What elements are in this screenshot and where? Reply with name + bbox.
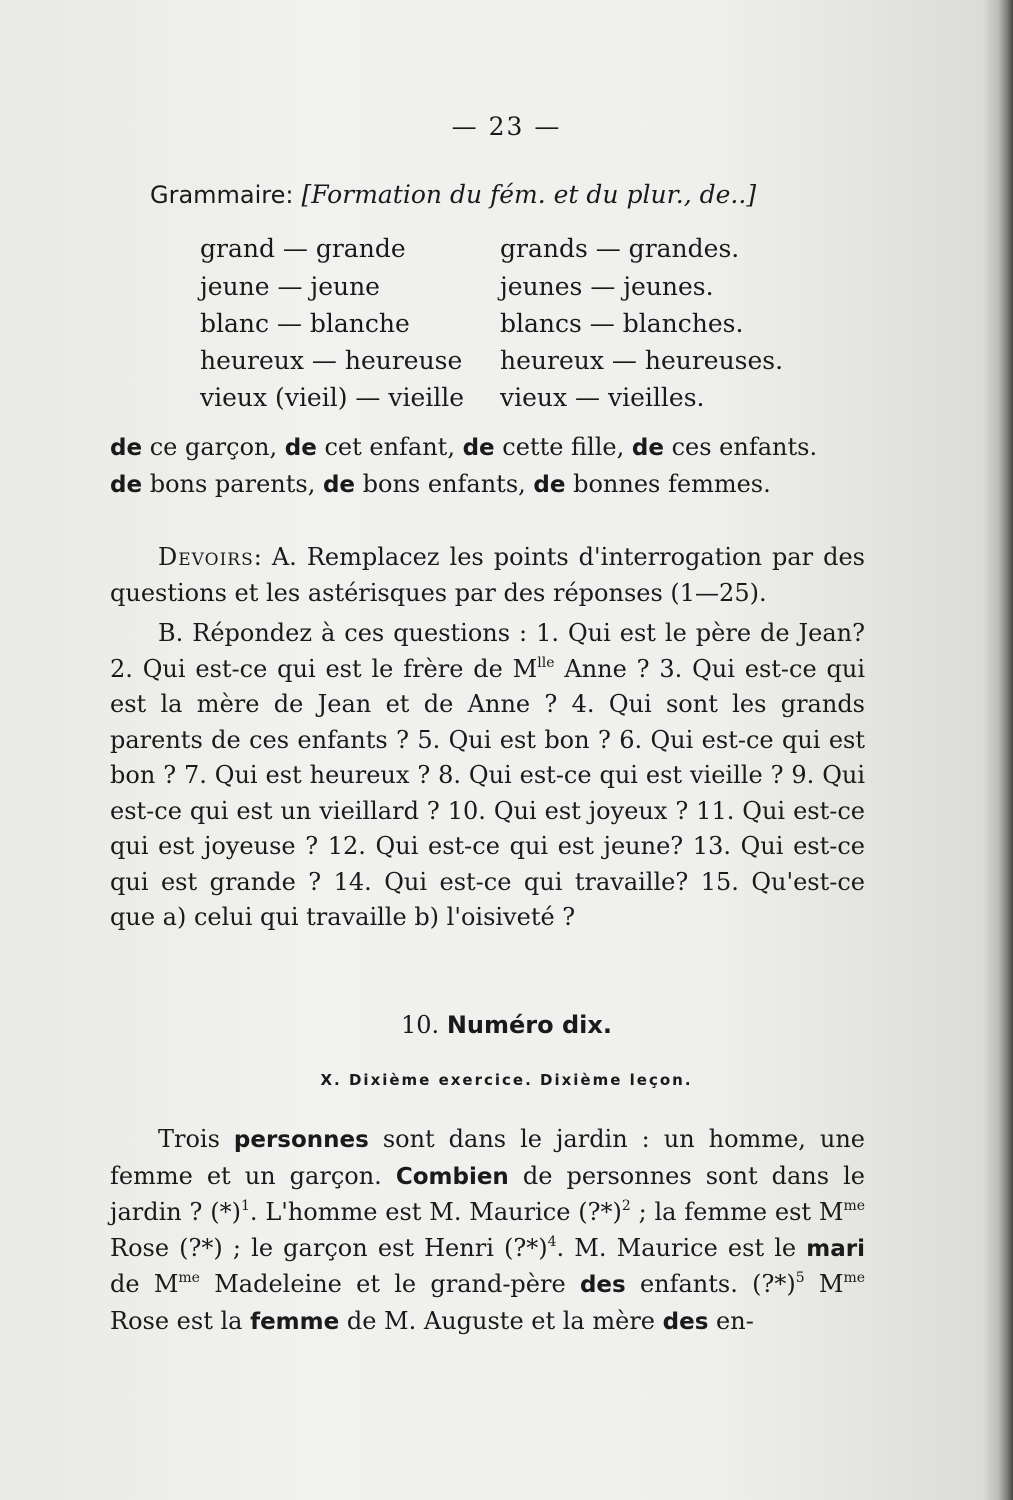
lesson-text: ; la femme est M: [630, 1198, 844, 1226]
lesson-sup: 2: [621, 1198, 631, 1214]
lesson-sup: me: [843, 1198, 865, 1214]
de-phrases: [110, 430, 865, 503]
grammar-plural-3: blancs — blanches.: [500, 309, 744, 338]
lesson-text: Trois: [158, 1125, 234, 1153]
de-phrase-text: ce garçon,: [142, 433, 285, 461]
section-label: Numéro dix.: [446, 1011, 612, 1039]
de-word: de: [322, 471, 356, 498]
lesson-text: Rose est la: [110, 1306, 251, 1335]
lesson-sup: 4: [547, 1233, 557, 1250]
lesson-bold: des: [579, 1272, 626, 1298]
grammar-plural-2: jeunes — jeunes.: [500, 272, 714, 301]
de-word: de: [110, 435, 143, 461]
de-word: de: [462, 435, 495, 461]
lesson-bold: femme: [250, 1308, 340, 1335]
lesson-bold: Combien: [395, 1163, 509, 1190]
lesson-text: sont dans le jardin : un homme, une femme et un garçon.: [110, 1125, 865, 1190]
lesson-bold: mari: [806, 1235, 865, 1262]
grammar-plural-5: vieux — vieilles.: [500, 383, 705, 412]
grammar-plural-4: heureux — heureuses.: [500, 346, 784, 375]
grammar-singular-4: heureux — heureuse: [200, 346, 463, 375]
grammar-plural-1: grands — grandes.: [500, 234, 740, 263]
section-title: [0, 1011, 1013, 1039]
devoirs-b-text: B. Répondez à ces questions : 1. Qui est le père de Jean? 2. Qui est-ce qui est le frère de M: [110, 619, 865, 683]
grammar-singular-5: vieux (vieil) — vieille: [200, 383, 465, 412]
de-phrase-text: cette fille,: [494, 433, 632, 461]
de-word: de: [284, 435, 317, 461]
devoirs-b-paragraph: [110, 616, 865, 936]
grammar-singular-1: grand — grande: [200, 234, 406, 263]
page-edge-shadow: [999, 0, 1013, 1500]
grammar-singular-3: blanc — blanche: [200, 309, 410, 338]
lesson-paragraph: [110, 1122, 865, 1340]
lesson-sup: 1: [240, 1198, 250, 1214]
lesson-text: Madeleine et le grand-père: [199, 1270, 580, 1298]
de-phrase-text: bons enfants,: [355, 469, 534, 498]
de-word: de: [533, 471, 566, 498]
lesson-text: de M. Auguste et la mère: [339, 1306, 663, 1335]
de-phrase-text: cet enfant,: [316, 433, 463, 461]
lesson-bold: des: [662, 1308, 709, 1335]
devoirs-label: Devoirs: [158, 543, 254, 571]
page-number: — 23 —: [451, 112, 562, 141]
lesson-text: de personnes sont dans le jardin ? (*): [110, 1161, 866, 1226]
lesson-sup: 5: [795, 1270, 805, 1286]
grammar-detail: [Formation du fém. et du plur., de..]: [301, 180, 757, 209]
grammar-label: Grammaire:: [150, 181, 294, 209]
de-word: de: [110, 471, 143, 498]
grammar-heading: [150, 180, 756, 209]
de-word: de: [631, 435, 664, 461]
lesson-text: de M: [110, 1270, 179, 1298]
devoirs-b-rest: Anne ? 3. Qui est-ce qui est la mère de Jean et de Anne ? 4. Qui sont les grands parents de ces enfants ? 5. Qui est bon ? 6. Qui est-ce qui est bon ? 7. Qui est heureux ? 8. Qui est-ce qui est vieille ? 9. Qui est-ce qui est un vieillard ? 10. Qui est joyeux ? 11. Qui est-ce qui est joyeuse ? 12. Qui est-ce qui est jeune? 13. Qui est-ce qui est grande ? 14. Qui est-ce qui travaille? 15. Qu'est-ce que a) celui qui travaille b) l'oisiveté ?: [110, 654, 865, 931]
lesson-text: Rose (?*) ; le garçon est Henri (?*): [110, 1233, 548, 1262]
lesson-text: . L'homme est M. Maurice (?*): [249, 1198, 622, 1226]
lesson-text: enfants. (?*): [625, 1270, 796, 1298]
lesson-sup: me: [843, 1270, 866, 1286]
devoirs-a-paragraph: [110, 540, 865, 611]
lesson-sup: me: [178, 1270, 200, 1286]
devoirs-a-text: : A. Remplacez les points d'interrogation par des questions et les astérisques par des réponses (1—25).: [110, 543, 865, 607]
lesson-bold: personnes: [233, 1127, 369, 1153]
lesson-text: . M. Maurice est le: [556, 1233, 807, 1262]
grammar-singular-2: jeune — jeune: [200, 272, 380, 301]
de-phrase-text: ces enfants.: [663, 433, 818, 461]
devoirs-b-sup: lle: [537, 654, 555, 671]
section-number: 10.: [401, 1011, 440, 1039]
lesson-text: M: [804, 1270, 844, 1298]
de-phrase-text: bons parents,: [142, 469, 323, 498]
lesson-subtitle: X. Dixième exercice. Dixième leçon.: [320, 1071, 693, 1089]
de-phrase-text: bonnes femmes.: [565, 469, 771, 498]
lesson-text: en-: [708, 1306, 754, 1335]
